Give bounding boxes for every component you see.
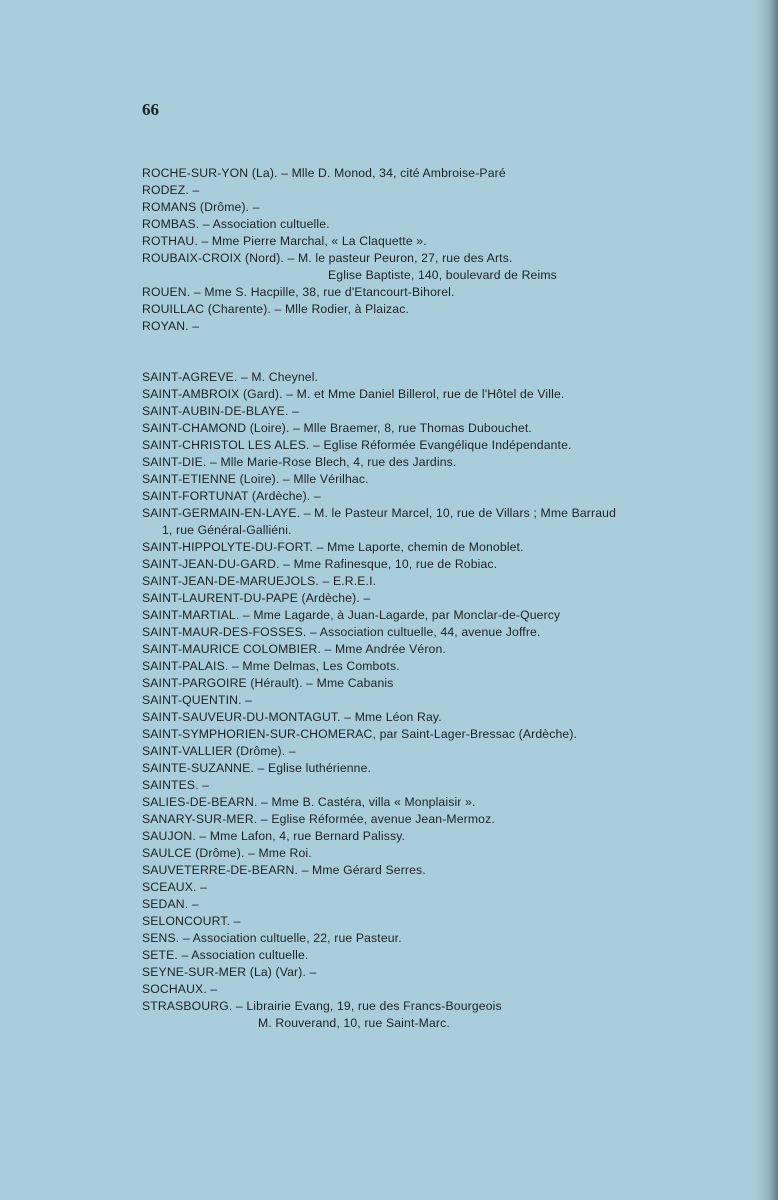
town-name: ROYAN. <box>142 319 189 333</box>
entry-detail: – Mlle Rodier, à Plaizac. <box>270 302 410 316</box>
town-name: SAINT-PALAIS. <box>142 659 229 673</box>
entry-detail: – <box>310 489 321 503</box>
directory-entry <box>142 845 762 862</box>
town-name: STRASBOURG. <box>142 999 233 1013</box>
town-name: SAINT-SYMPHORIEN-SUR-CHOMERAC, <box>142 727 377 741</box>
directory-entry <box>142 386 762 403</box>
entry-detail: – Eglise Réformée Evangélique Indépendante. <box>309 438 572 452</box>
directory-entry <box>142 794 762 811</box>
directory-entry <box>142 488 762 505</box>
entry-detail: – Mme Pierre Marchal, « La Claquette ». <box>197 234 427 248</box>
entry-detail: M. Rouverand, 10, rue Saint-Marc. <box>258 1016 450 1030</box>
entry-detail: – Mlle Marie-Rose Blech, 4, rue des Jardins. <box>206 455 457 469</box>
directory-entry <box>142 743 762 760</box>
town-name: SAINT-AMBROIX (Gard). <box>142 387 283 401</box>
town-name: SENS. <box>142 931 180 945</box>
town-name: SAINT-CHAMOND (Loire). <box>142 421 290 435</box>
town-name: SAINT-DIE. <box>142 455 207 469</box>
town-name: SAINT-LAURENT-DU-PAPE (Ardèche). <box>142 591 360 605</box>
town-name: ROMANS (Drôme). <box>142 200 250 214</box>
town-name: SOCHAUX. <box>142 982 207 996</box>
entry-detail: – <box>206 982 218 996</box>
entry-detail: – <box>241 693 253 707</box>
group-separator <box>142 352 762 369</box>
entry-detail: – Mme Laporte, chemin de Monoblet. <box>313 540 524 554</box>
directory-entry <box>142 624 762 641</box>
directory-entry <box>142 505 762 522</box>
directory-group-s <box>142 369 762 1032</box>
directory-entry <box>142 539 762 556</box>
town-name: SEYNE-SUR-MER (La) (Var). <box>142 965 307 979</box>
town-name: ROUBAIX-CROIX (Nord). <box>142 251 284 265</box>
entry-detail: – Mlle D. Monod, 34, cité Ambroise-Paré <box>277 166 506 180</box>
directory-entry <box>142 471 762 488</box>
entry-detail: – <box>230 914 241 928</box>
entry-detail: – Association cultuelle, 44, avenue Joffre. <box>306 625 541 639</box>
directory-list <box>142 165 762 1032</box>
directory-entry <box>142 420 762 437</box>
directory-entry <box>142 692 762 709</box>
entry-detail: – Mme Lafon, 4, rue Bernard Palissy. <box>195 829 406 843</box>
town-name: SAINT-FORTUNAT (Ardèche). <box>142 489 311 503</box>
town-name: SAINT-MAURICE COLOMBIER. <box>142 642 321 656</box>
town-name: SAINT-PARGOIRE (Hérault). <box>142 676 303 690</box>
entry-detail: – M. le pasteur Peuron, 27, rue des Arts. <box>283 251 513 265</box>
group-separator <box>142 335 762 352</box>
entry-detail: – Mme Andrée Véron. <box>321 642 446 656</box>
entry-detail: 1, rue Général-Galliéni. <box>162 523 292 537</box>
town-name: SAUVETERRE-DE-BEARN. <box>142 863 299 877</box>
directory-entry <box>142 913 762 930</box>
town-name: SAULCE (Drôme). <box>142 846 245 860</box>
directory-entry <box>142 828 762 845</box>
directory-entry <box>142 998 762 1015</box>
entry-detail: – Association cultuelle, 22, rue Pasteur. <box>179 931 402 945</box>
directory-entry <box>142 233 762 250</box>
directory-entry <box>142 709 762 726</box>
entry-detail: – Mlle Braemer, 8, rue Thomas Dubouchet. <box>289 421 532 435</box>
town-name: SAINT-AUBIN-DE-BLAYE. <box>142 404 289 418</box>
entry-detail: – <box>359 591 371 605</box>
town-name: SAINTES. <box>142 778 199 792</box>
town-name: SAINT-HIPPOLYTE-DU-FORT. <box>142 540 314 554</box>
entry-detail: – <box>196 880 208 894</box>
town-name: SAINT-SAUVEUR-DU-MONTAGUT. <box>142 710 341 724</box>
directory-entry <box>142 760 762 777</box>
town-name: SAINT-CHRISTOL LES ALES. <box>142 438 310 452</box>
directory-entry <box>142 607 762 624</box>
town-name: SELONCOURT. <box>142 914 231 928</box>
town-name: SAINT-GERMAIN-EN-LAYE. <box>142 506 301 520</box>
entry-detail: – Mme Cabanis <box>302 676 394 690</box>
entry-detail: – <box>188 183 200 197</box>
entry-detail: – Mlle Vérilhac. <box>279 472 369 486</box>
directory-entry <box>142 199 762 216</box>
entry-detail: – <box>285 744 296 758</box>
entry-detail: – Mme Rafinesque, 10, rue de Robiac. <box>279 557 498 571</box>
entry-detail: Eglise Baptiste, 140, boulevard de Reims <box>328 268 557 282</box>
directory-entry <box>142 556 762 573</box>
directory-entry-continuation <box>142 267 762 284</box>
directory-group-r <box>142 165 762 335</box>
directory-entry <box>142 573 762 590</box>
entry-detail: – Association cultuelle. <box>177 948 309 962</box>
directory-entry <box>142 369 762 386</box>
entry-detail: – Mme S. Hacpille, 38, rue d'Etancourt-Bihorel. <box>190 285 455 299</box>
town-name: SAINT-AGREVE. <box>142 370 238 384</box>
directory-entry <box>142 590 762 607</box>
entry-detail: – <box>249 200 260 214</box>
directory-entry <box>142 454 762 471</box>
town-name: SEDAN. <box>142 897 189 911</box>
town-name: ROUILLAC (Charente). <box>142 302 271 316</box>
town-name: SAINT-ETIENNE (Loire). <box>142 472 280 486</box>
directory-entry <box>142 250 762 267</box>
town-name: ROTHAU. <box>142 234 198 248</box>
town-name: SAINT-JEAN-DU-GARD. <box>142 557 280 571</box>
directory-entry <box>142 403 762 420</box>
town-name: ROCHE-SUR-YON (La). <box>142 166 278 180</box>
directory-entry-continuation <box>142 522 762 539</box>
entry-detail: – M. le Pasteur Marcel, 10, rue de Villars ; Mme Barraud <box>300 506 616 520</box>
directory-entry <box>142 437 762 454</box>
entry-detail: – <box>188 897 199 911</box>
directory-entry <box>142 641 762 658</box>
town-name: SAUJON. <box>142 829 196 843</box>
town-name: SANARY-SUR-MER. <box>142 812 258 826</box>
town-name: ROMBAS. <box>142 217 200 231</box>
town-name: SAINT-QUENTIN. <box>142 693 242 707</box>
entry-detail: – Eglise Réformée, avenue Jean-Mermoz. <box>257 812 495 826</box>
entry-detail: – Mme Lagarde, à Juan-Lagarde, par Monclar-de-Quercy <box>239 608 561 622</box>
entry-detail: – <box>288 404 299 418</box>
town-name: RODEZ. <box>142 183 189 197</box>
town-name: SETE. <box>142 948 178 962</box>
entry-detail: – Association cultuelle. <box>199 217 330 231</box>
directory-entry <box>142 658 762 675</box>
entry-detail: – E.R.E.I. <box>318 574 377 588</box>
directory-entry <box>142 981 762 998</box>
town-name: SAINT-JEAN-DE-MARUEJOLS. <box>142 574 319 588</box>
entry-detail: – <box>188 319 200 333</box>
entry-detail: – Librairie Evang, 19, rue des Francs-Bourgeois <box>232 999 502 1013</box>
town-name: SAINT-MARTIAL. <box>142 608 240 622</box>
directory-entry <box>142 284 762 301</box>
entry-detail: – Mme Gérard Serres. <box>298 863 426 877</box>
entry-detail: – Mme Delmas, Les Combots. <box>228 659 400 673</box>
directory-entry <box>142 165 762 182</box>
directory-entry <box>142 947 762 964</box>
directory-entry <box>142 318 762 335</box>
directory-entry <box>142 726 762 743</box>
entry-detail: – M. et Mme Daniel Billerol, rue de l'Hôtel de Ville. <box>282 387 565 401</box>
entry-detail: – Mme Roi. <box>244 846 312 860</box>
town-name: SCEAUX. <box>142 880 197 894</box>
entry-detail: – <box>198 778 210 792</box>
entry-detail: – <box>306 965 317 979</box>
entry-detail: par Saint-Lager-Bressac (Ardèche). <box>376 727 578 741</box>
directory-entry <box>142 862 762 879</box>
directory-entry <box>142 675 762 692</box>
directory-entry <box>142 964 762 981</box>
page-number: 66 <box>142 100 159 119</box>
entry-detail: – M. Cheynel. <box>237 370 319 384</box>
entry-detail: – Mme Léon Ray. <box>340 710 442 724</box>
directory-entry <box>142 896 762 913</box>
directory-entry <box>142 216 762 233</box>
directory-entry-continuation <box>142 1015 762 1032</box>
directory-entry <box>142 301 762 318</box>
directory-entry <box>142 811 762 828</box>
town-name: SAINT-MAUR-DES-FOSSES. <box>142 625 307 639</box>
town-name: SALIES-DE-BEARN. <box>142 795 258 809</box>
entry-detail: – Mme B. Castéra, villa « Monplaisir ». <box>257 795 476 809</box>
town-name: ROUEN. <box>142 285 191 299</box>
entry-detail: – Eglise luthérienne. <box>253 761 372 775</box>
town-name: SAINTE-SUZANNE. <box>142 761 254 775</box>
directory-entry <box>142 879 762 896</box>
directory-entry <box>142 930 762 947</box>
directory-entry <box>142 777 762 794</box>
directory-entry <box>142 182 762 199</box>
town-name: SAINT-VALLIER (Drôme). <box>142 744 286 758</box>
